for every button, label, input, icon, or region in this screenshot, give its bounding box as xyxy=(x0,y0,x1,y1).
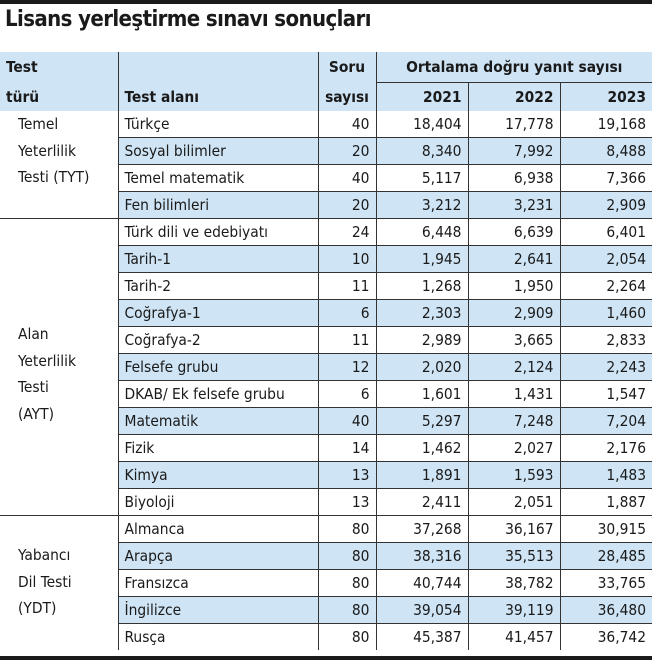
test-type-cell xyxy=(0,111,118,219)
value-2021-cell: 3,212 xyxy=(376,192,468,219)
value-2023-cell: 33,765 xyxy=(560,570,652,597)
value-2021-cell: 37,268 xyxy=(376,516,468,543)
value-2021-cell: 1,945 xyxy=(376,246,468,273)
test-area-cell: Fen bilimleri xyxy=(118,192,318,219)
question-count-cell: 11 xyxy=(318,327,376,354)
table-row xyxy=(0,111,652,138)
value-2023-cell: 19,168 xyxy=(560,111,652,138)
value-2023-cell: 36,742 xyxy=(560,624,652,651)
value-2022-cell: 35,513 xyxy=(468,543,560,570)
value-2022-cell: 2,124 xyxy=(468,354,560,381)
test-type-line: Yeterlilik xyxy=(18,351,76,370)
value-2022-cell: 17,778 xyxy=(468,111,560,138)
value-2022-cell: 3,231 xyxy=(468,192,560,219)
value-2022-cell: 2,051 xyxy=(468,489,560,516)
value-2021-cell: 2,020 xyxy=(376,354,468,381)
value-2022-cell: 2,909 xyxy=(468,300,560,327)
question-count-cell: 80 xyxy=(318,570,376,597)
value-2021-cell: 45,387 xyxy=(376,624,468,651)
value-2023-cell: 28,485 xyxy=(560,543,652,570)
value-2022-cell: 38,782 xyxy=(468,570,560,597)
value-2021-cell: 5,117 xyxy=(376,165,468,192)
question-count-cell: 40 xyxy=(318,408,376,435)
question-count-cell: 80 xyxy=(318,597,376,624)
test-area-cell: Temel matematik xyxy=(118,165,318,192)
value-2023-cell: 7,366 xyxy=(560,165,652,192)
value-2023-cell: 2,833 xyxy=(560,327,652,354)
value-2022-cell: 1,593 xyxy=(468,462,560,489)
results-body xyxy=(0,111,652,650)
value-2021-cell: 39,054 xyxy=(376,597,468,624)
test-type-cell xyxy=(0,219,118,516)
value-2022-cell: 2,641 xyxy=(468,246,560,273)
question-count-cell: 40 xyxy=(318,165,376,192)
header-test-type-line2: türü xyxy=(0,83,118,112)
test-area-cell: Türk dili ve edebiyatı xyxy=(118,219,318,246)
test-area-cell: Türkçe xyxy=(118,111,318,138)
value-2023-cell: 1,887 xyxy=(560,489,652,516)
table-row xyxy=(0,219,652,246)
value-2022-cell: 6,639 xyxy=(468,219,560,246)
value-2023-cell: 36,480 xyxy=(560,597,652,624)
question-count-cell: 11 xyxy=(318,273,376,300)
test-type-line: Testi xyxy=(18,378,49,396)
question-count-cell: 20 xyxy=(318,138,376,165)
value-2021-cell: 1,462 xyxy=(376,435,468,462)
value-2021-cell: 6,448 xyxy=(376,219,468,246)
test-area-cell: Arapça xyxy=(118,543,318,570)
value-2021-cell: 1,268 xyxy=(376,273,468,300)
question-count-cell: 40 xyxy=(318,111,376,138)
value-2021-cell: 38,316 xyxy=(376,543,468,570)
value-2022-cell: 6,938 xyxy=(468,165,560,192)
value-2023-cell: 8,488 xyxy=(560,138,652,165)
value-2022-cell: 41,457 xyxy=(468,624,560,651)
test-type-line: Dil Testi xyxy=(18,572,72,591)
test-area-cell: Tarih-1 xyxy=(118,246,318,273)
header-year-2023: 2023 xyxy=(560,83,652,112)
test-type-line: Yabancı xyxy=(18,546,71,564)
value-2023-cell: 2,264 xyxy=(560,273,652,300)
header-test-type-line1: Test xyxy=(0,52,118,83)
header-average-correct: Ortalama doğru yanıt sayısı xyxy=(376,52,652,83)
value-2022-cell: 39,119 xyxy=(468,597,560,624)
question-count-cell: 13 xyxy=(318,489,376,516)
table-row xyxy=(0,516,652,543)
value-2023-cell: 2,243 xyxy=(560,354,652,381)
value-2023-cell: 6,401 xyxy=(560,219,652,246)
value-2021-cell: 5,297 xyxy=(376,408,468,435)
test-area-cell: Fransızca xyxy=(118,570,318,597)
value-2023-cell: 2,054 xyxy=(560,246,652,273)
question-count-cell: 6 xyxy=(318,300,376,327)
test-area-cell: Almanca xyxy=(118,516,318,543)
page-title: Lisans yerleştirme sınavı sonuçları xyxy=(5,7,371,32)
question-count-cell: 6 xyxy=(318,381,376,408)
question-count-cell: 80 xyxy=(318,543,376,570)
value-2023-cell: 1,483 xyxy=(560,462,652,489)
test-area-cell: Coğrafya-1 xyxy=(118,300,318,327)
question-count-cell: 20 xyxy=(318,192,376,219)
test-area-cell: Kimya xyxy=(118,462,318,489)
test-area-cell: Fizik xyxy=(118,435,318,462)
test-area-cell: Felsefe grubu xyxy=(118,354,318,381)
value-2023-cell: 2,176 xyxy=(560,435,652,462)
value-2021-cell: 1,891 xyxy=(376,462,468,489)
question-count-cell: 14 xyxy=(318,435,376,462)
value-2022-cell: 1,431 xyxy=(468,381,560,408)
test-area-cell: Sosyal bilimler xyxy=(118,138,318,165)
bottom-rule xyxy=(0,656,652,660)
test-type-line: Yeterlilik xyxy=(18,141,76,160)
test-type-line: Testi (TYT) xyxy=(18,168,90,186)
test-area-cell: Tarih-2 xyxy=(118,273,318,300)
value-2023-cell: 1,547 xyxy=(560,381,652,408)
test-area-cell: İngilizce xyxy=(118,597,318,624)
test-area-cell: Matematik xyxy=(118,408,318,435)
value-2022-cell: 2,027 xyxy=(468,435,560,462)
value-2022-cell: 36,167 xyxy=(468,516,560,543)
value-2021-cell: 1,601 xyxy=(376,381,468,408)
value-2023-cell: 2,909 xyxy=(560,192,652,219)
value-2022-cell: 7,992 xyxy=(468,138,560,165)
test-type-line: Temel xyxy=(18,115,59,133)
value-2021-cell: 2,989 xyxy=(376,327,468,354)
results-table xyxy=(0,52,652,650)
test-type-line: (YDT) xyxy=(18,599,57,617)
value-2021-cell: 2,303 xyxy=(376,300,468,327)
value-2021-cell: 8,340 xyxy=(376,138,468,165)
test-area-cell: DKAB/ Ek felsefe grubu xyxy=(118,381,318,408)
value-2022-cell: 1,950 xyxy=(468,273,560,300)
question-count-cell: 80 xyxy=(318,516,376,543)
header-question-line1: Soru xyxy=(318,52,376,83)
value-2022-cell: 3,665 xyxy=(468,327,560,354)
header-question-line2: sayısı xyxy=(318,83,376,112)
value-2022-cell: 7,248 xyxy=(468,408,560,435)
value-2023-cell: 30,915 xyxy=(560,516,652,543)
test-area-cell: Rusça xyxy=(118,624,318,651)
question-count-cell: 13 xyxy=(318,462,376,489)
value-2021-cell: 40,744 xyxy=(376,570,468,597)
test-type-line: Alan xyxy=(18,325,49,343)
test-type-line: (AYT) xyxy=(18,404,54,423)
value-2023-cell: 1,460 xyxy=(560,300,652,327)
top-rule xyxy=(0,0,652,4)
question-count-cell: 24 xyxy=(318,219,376,246)
test-type-cell xyxy=(0,516,118,651)
value-2023-cell: 7,204 xyxy=(560,408,652,435)
question-count-cell: 10 xyxy=(318,246,376,273)
question-count-cell: 80 xyxy=(318,624,376,651)
test-area-cell: Biyoloji xyxy=(118,489,318,516)
header-test-area: Test alanı xyxy=(118,83,318,112)
test-area-cell: Coğrafya-2 xyxy=(118,327,318,354)
value-2021-cell: 2,411 xyxy=(376,489,468,516)
value-2021-cell: 18,404 xyxy=(376,111,468,138)
header-year-2021: 2021 xyxy=(376,83,468,112)
header-year-2022: 2022 xyxy=(468,83,560,112)
header-empty xyxy=(118,52,318,83)
question-count-cell: 12 xyxy=(318,354,376,381)
